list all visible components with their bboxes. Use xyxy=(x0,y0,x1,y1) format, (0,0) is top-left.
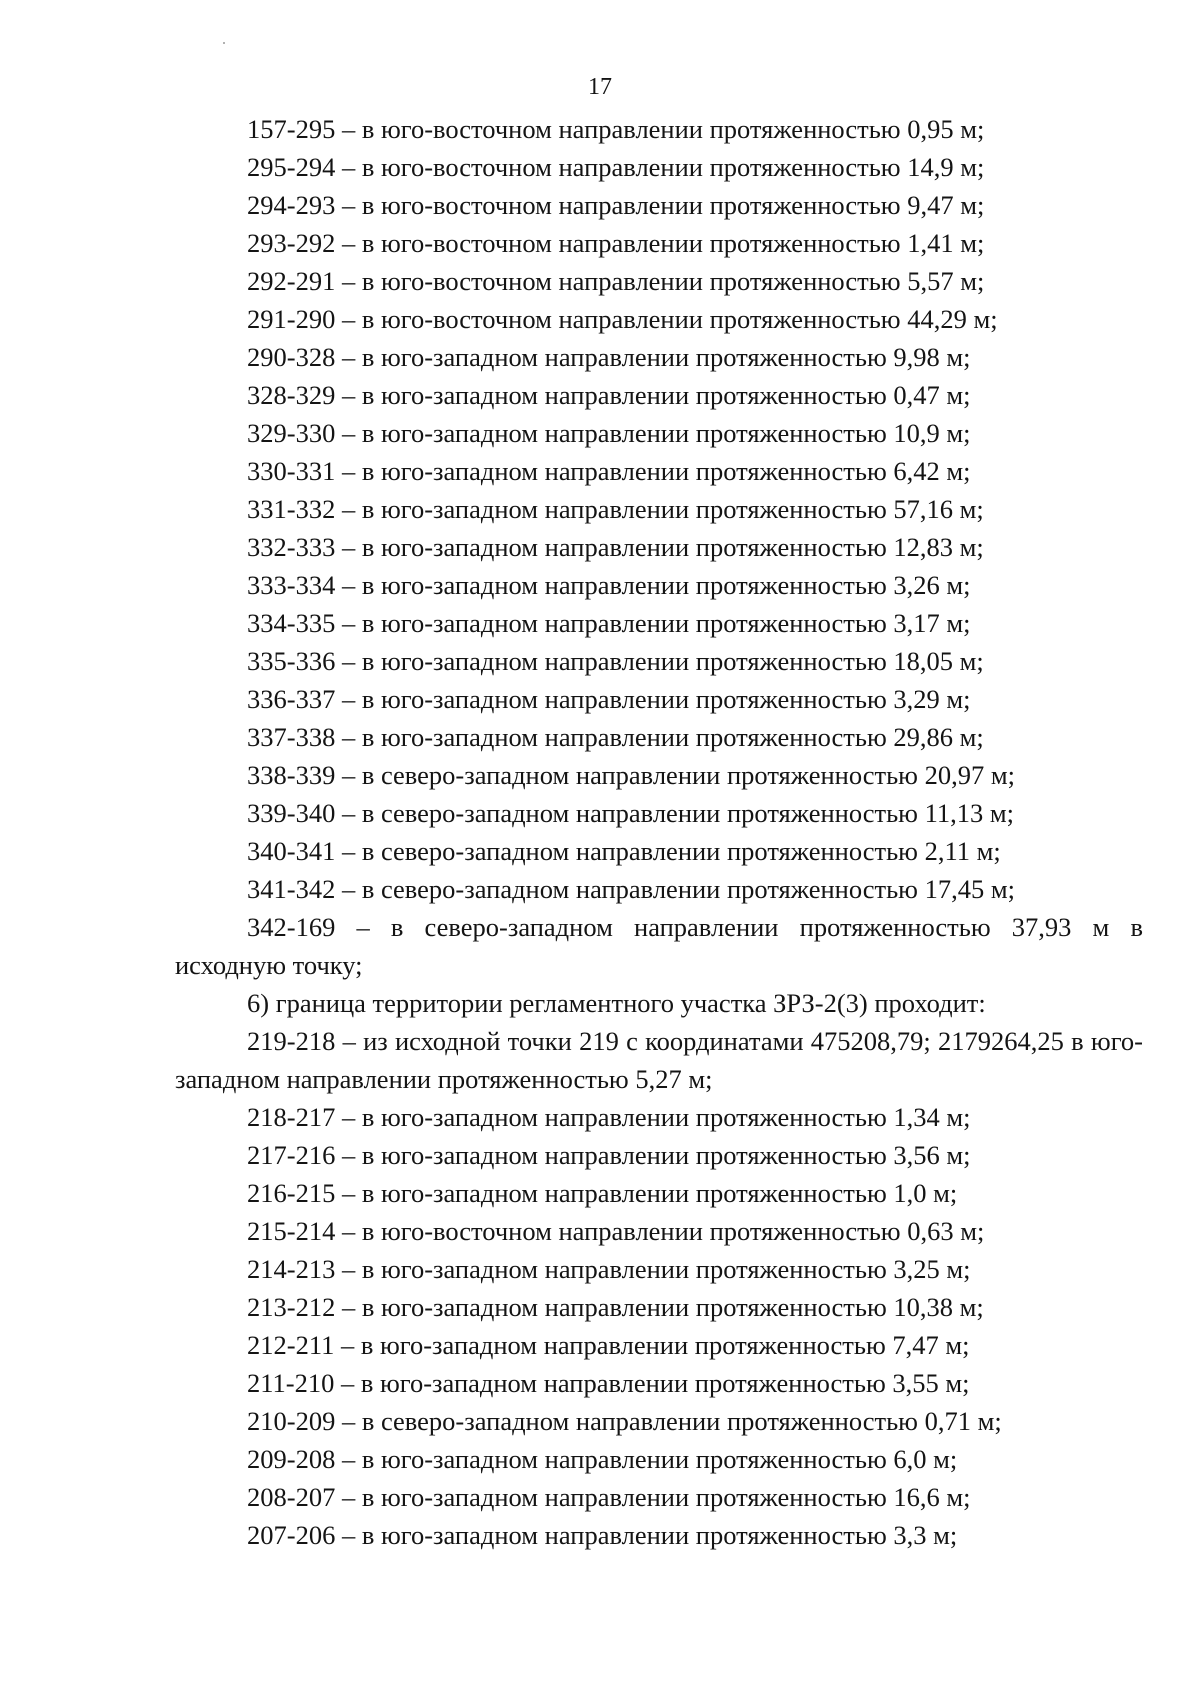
boundary-paragraph: 330-331 – в юго-западном направлении протяженностью 6,42 м; xyxy=(247,456,971,486)
boundary-paragraph: 329-330 – в юго-западном направлении протяженностью 10,9 м; xyxy=(247,418,971,448)
boundary-paragraph: 291-290 – в юго-восточном направлении протяженностью 44,29 м; xyxy=(247,304,998,334)
boundary-paragraph: 339-340 – в северо-западном направлении протяженностью 11,13 м; xyxy=(247,798,1014,828)
boundary-paragraph: 217-216 – в юго-западном направлении протяженностью 3,56 м; xyxy=(247,1140,971,1170)
boundary-paragraph: 340-341 – в северо-западном направлении протяженностью 2,11 м; xyxy=(247,836,1001,866)
boundary-paragraph: 337-338 – в юго-западном направлении протяженностью 29,86 м; xyxy=(247,722,984,752)
boundary-paragraph: 157-295 – в юго-восточном направлении протяженностью 0,95 м; xyxy=(247,114,985,144)
boundary-paragraph: 292-291 – в юго-восточном направлении протяженностью 5,57 м; xyxy=(247,266,985,296)
boundary-paragraph: 213-212 – в юго-западном направлении протяженностью 10,38 м; xyxy=(247,1292,984,1322)
boundary-paragraph: 210-209 – в северо-западном направлении протяженностью 0,71 м; xyxy=(247,1406,1002,1436)
boundary-paragraph: 216-215 – в юго-западном направлении протяженностью 1,0 м; xyxy=(247,1178,958,1208)
boundary-paragraph: 219-218 – из исходной точки 219 с координатами 475208,79; 2179264,25 в юго-западном направлении протяженностью 5,27 м; xyxy=(175,1026,1143,1094)
boundary-paragraph: 218-217 – в юго-западном направлении протяженностью 1,34 м; xyxy=(247,1102,971,1132)
boundary-paragraph: 209-208 – в юго-западном направлении протяженностью 6,0 м; xyxy=(247,1444,958,1474)
boundary-paragraph: 331-332 – в юго-западном направлении протяженностью 57,16 м; xyxy=(247,494,984,524)
page-number: 17 xyxy=(588,74,612,100)
boundary-paragraph: 334-335 – в юго-западном направлении протяженностью 3,17 м; xyxy=(247,608,971,638)
boundary-paragraph: 295-294 – в юго-восточном направлении протяженностью 14,9 м; xyxy=(247,152,985,182)
boundary-paragraph: 332-333 – в юго-западном направлении протяженностью 12,83 м; xyxy=(247,532,984,562)
boundary-paragraph: 341-342 – в северо-западном направлении протяженностью 17,45 м; xyxy=(247,874,1015,904)
boundary-paragraph: 290-328 – в юго-западном направлении протяженностью 9,98 м; xyxy=(247,342,971,372)
document-body xyxy=(175,110,1143,1554)
boundary-paragraph: 328-329 – в юго-западном направлении протяженностью 0,47 м; xyxy=(247,380,971,410)
boundary-paragraph: 6) граница территории регламентного участка ЗРЗ-2(3) проходит: xyxy=(247,988,986,1018)
boundary-paragraph: 214-213 – в юго-западном направлении протяженностью 3,25 м; xyxy=(247,1254,971,1284)
boundary-paragraph: 208-207 – в юго-западном направлении протяженностью 16,6 м; xyxy=(247,1482,971,1512)
boundary-paragraph: 333-334 – в юго-западном направлении протяженностью 3,26 м; xyxy=(247,570,971,600)
boundary-paragraph: 342-169 – в северо-западном направлении протяженностью 37,93 м в исходную точку; xyxy=(175,912,1143,980)
boundary-paragraph: 215-214 – в юго-восточном направлении протяженностью 0,63 м; xyxy=(247,1216,985,1246)
boundary-paragraph: 293-292 – в юго-восточном направлении протяженностью 1,41 м; xyxy=(247,228,985,258)
boundary-paragraph: 294-293 – в юго-восточном направлении протяженностью 9,47 м; xyxy=(247,190,985,220)
boundary-paragraph: 338-339 – в северо-западном направлении протяженностью 20,97 м; xyxy=(247,760,1015,790)
boundary-paragraph: 207-206 – в юго-западном направлении протяженностью 3,3 м; xyxy=(247,1520,958,1550)
boundary-paragraph: 336-337 – в юго-западном направлении протяженностью 3,29 м; xyxy=(247,684,971,714)
boundary-paragraph: 212-211 – в юго-западном направлении протяженностью 7,47 м; xyxy=(247,1330,970,1360)
boundary-paragraph: 335-336 – в юго-западном направлении протяженностью 18,05 м; xyxy=(247,646,984,676)
scan-speck xyxy=(223,42,225,44)
boundary-paragraph: 211-210 – в юго-западном направлении протяженностью 3,55 м; xyxy=(247,1368,970,1398)
